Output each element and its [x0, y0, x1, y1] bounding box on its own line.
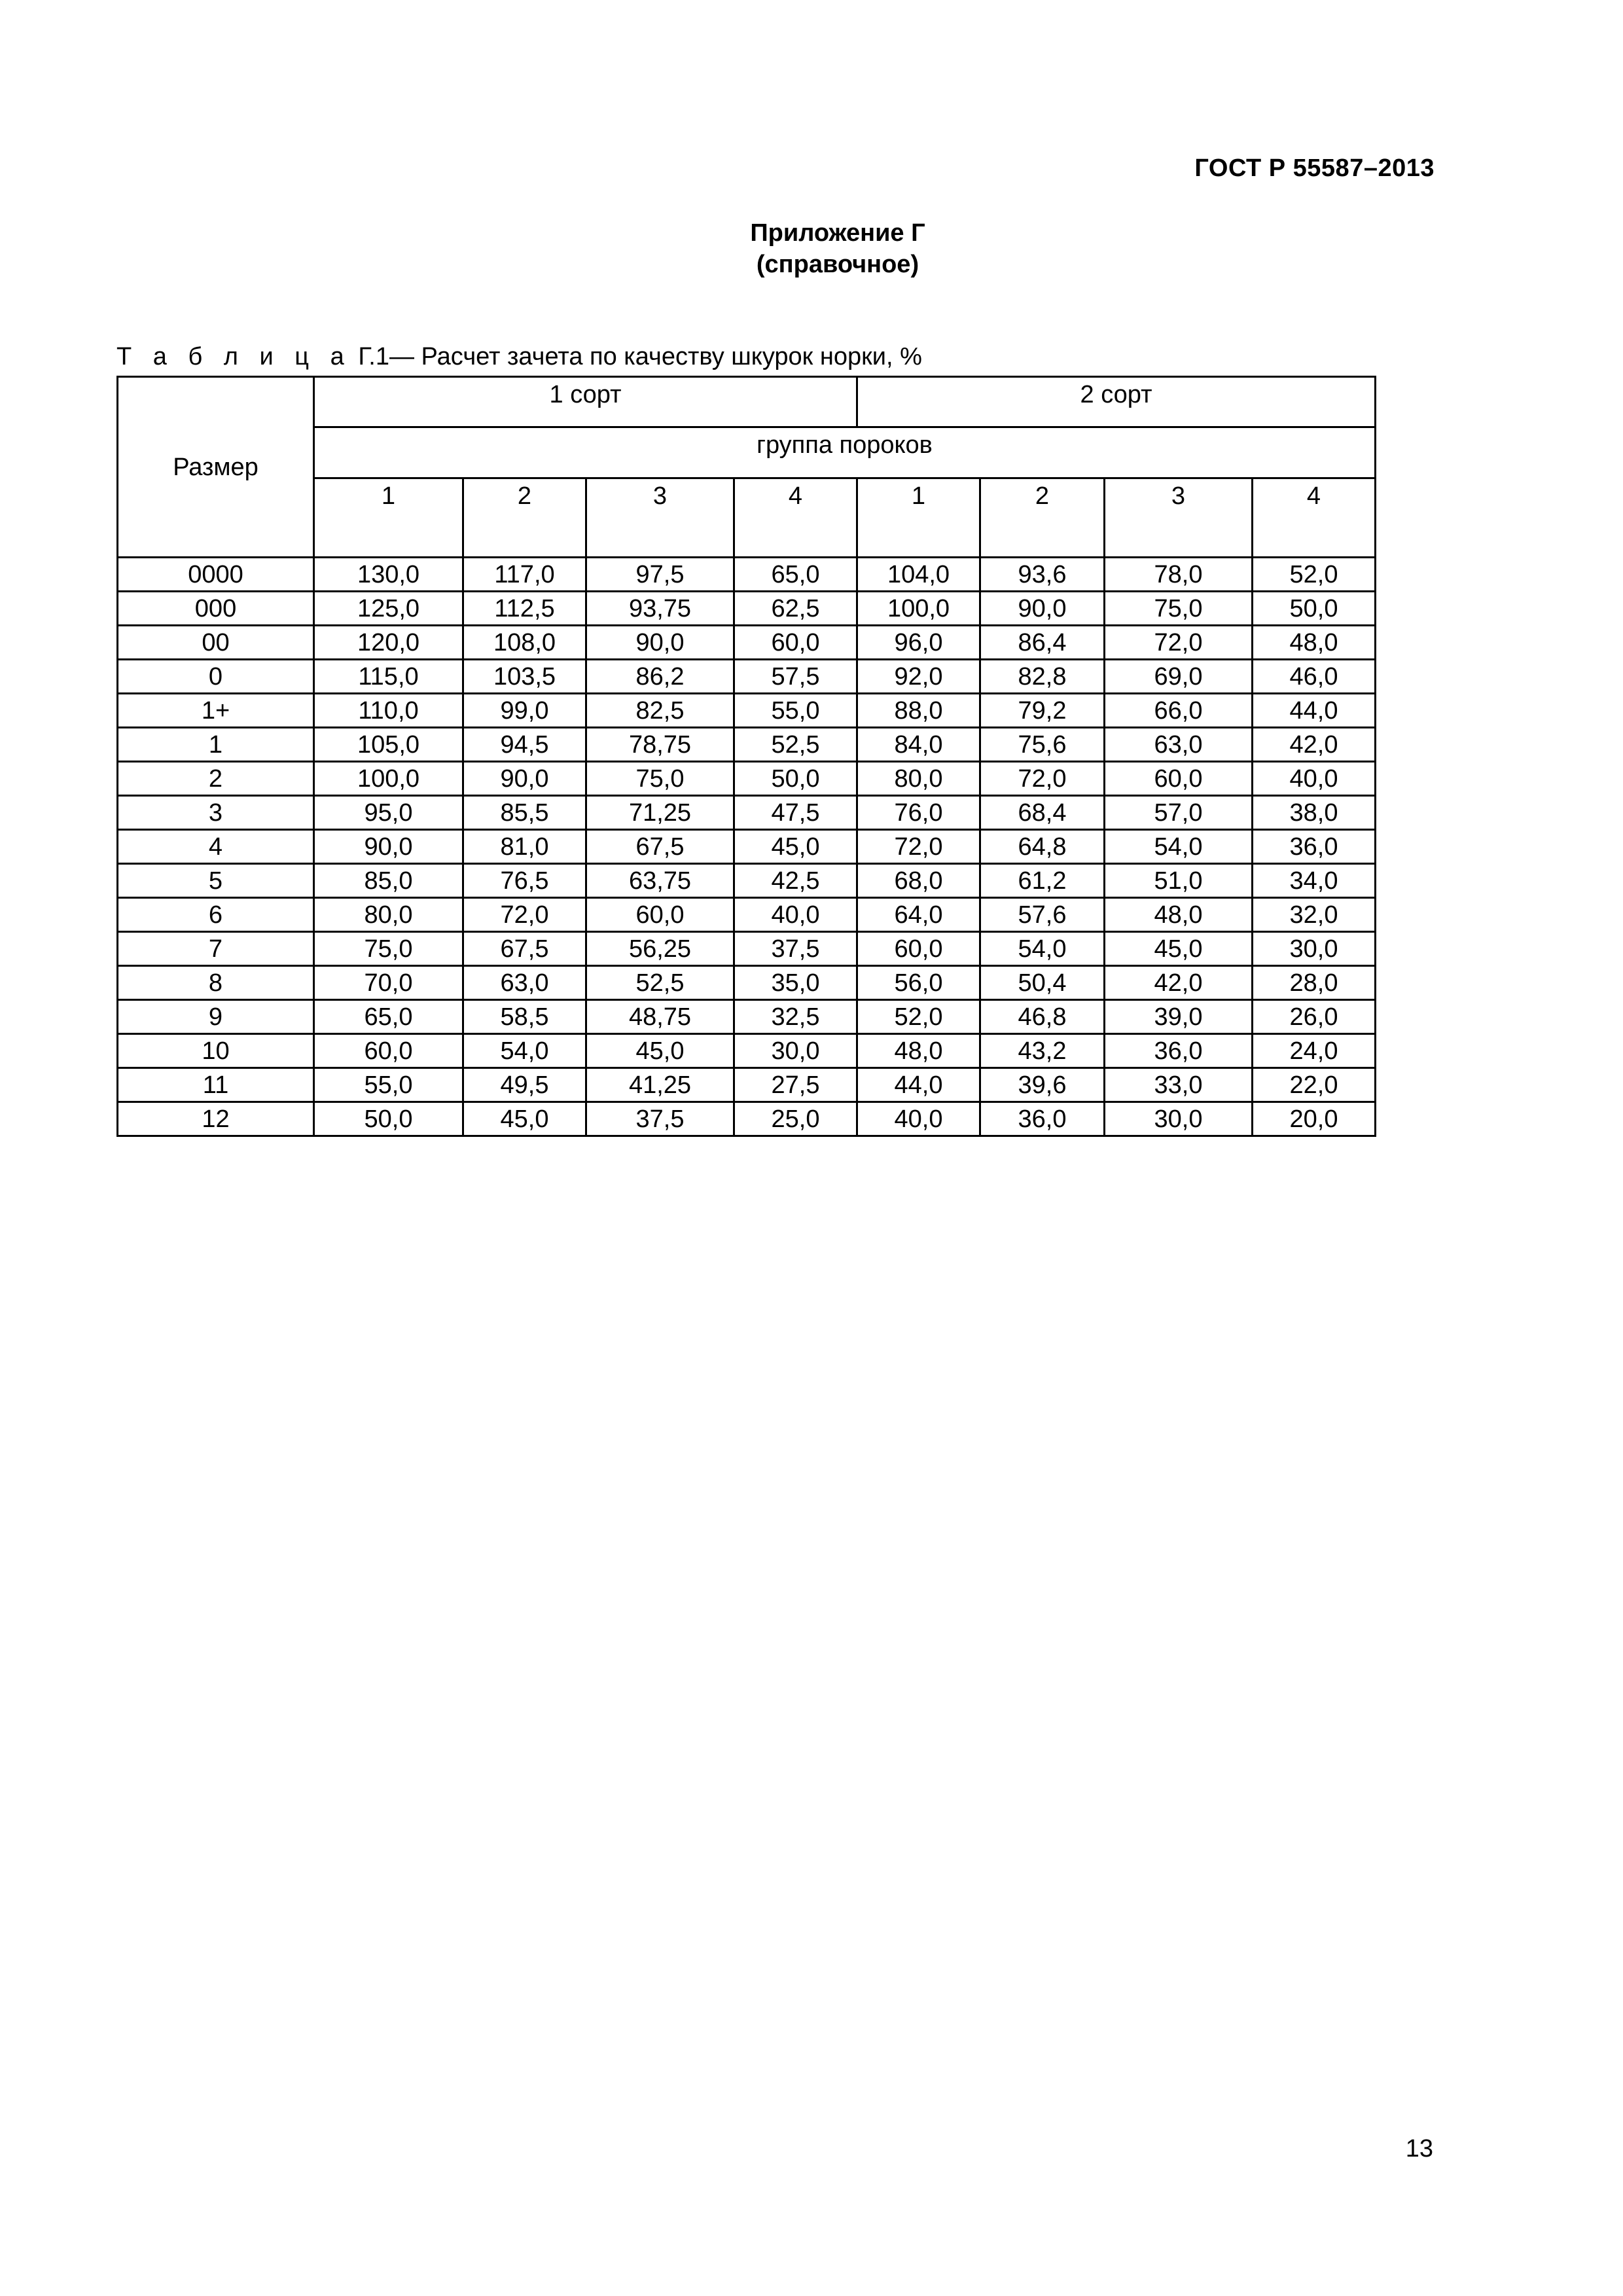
value-cell: 48,0	[1253, 626, 1376, 660]
table-row	[118, 932, 1376, 966]
value-cell: 39,0	[1105, 1000, 1253, 1034]
size-cell: 0000	[118, 558, 314, 592]
value-cell: 108,0	[463, 626, 586, 660]
value-cell: 115,0	[314, 660, 463, 694]
table-row	[118, 558, 1376, 592]
value-cell: 27,5	[734, 1068, 857, 1102]
value-cell: 32,5	[734, 1000, 857, 1034]
value-cell: 100,0	[314, 762, 463, 796]
table-row	[118, 898, 1376, 932]
size-cell: 2	[118, 762, 314, 796]
value-cell: 90,0	[586, 626, 734, 660]
size-column-header: Размер	[118, 377, 314, 558]
table-row	[118, 864, 1376, 898]
value-cell: 80,0	[857, 762, 980, 796]
size-cell: 11	[118, 1068, 314, 1102]
table-caption	[116, 343, 922, 371]
value-cell: 86,4	[980, 626, 1105, 660]
value-cell: 36,0	[1253, 830, 1376, 864]
value-cell: 72,0	[1105, 626, 1253, 660]
size-cell: 12	[118, 1102, 314, 1136]
value-cell: 120,0	[314, 626, 463, 660]
value-cell: 30,0	[1105, 1102, 1253, 1136]
value-cell: 99,0	[463, 694, 586, 728]
table-row	[118, 660, 1376, 694]
value-cell: 20,0	[1253, 1102, 1376, 1136]
value-cell: 72,0	[463, 898, 586, 932]
value-cell: 24,0	[1253, 1034, 1376, 1068]
table-row	[118, 1000, 1376, 1034]
value-cell: 62,5	[734, 592, 857, 626]
value-cell: 32,0	[1253, 898, 1376, 932]
value-cell: 45,0	[463, 1102, 586, 1136]
sort-2-header: 2 сорт	[857, 377, 1376, 427]
table-row	[118, 728, 1376, 762]
table-caption-label: Т а б л и ц а	[116, 343, 351, 370]
value-cell: 50,0	[314, 1102, 463, 1136]
value-cell: 60,0	[857, 932, 980, 966]
size-cell: 00	[118, 626, 314, 660]
value-cell: 70,0	[314, 966, 463, 1000]
value-cell: 33,0	[1105, 1068, 1253, 1102]
value-cell: 75,0	[314, 932, 463, 966]
value-cell: 36,0	[1105, 1034, 1253, 1068]
group-number-header: 2	[463, 478, 586, 558]
value-cell: 105,0	[314, 728, 463, 762]
value-cell: 88,0	[857, 694, 980, 728]
value-cell: 25,0	[734, 1102, 857, 1136]
value-cell: 64,0	[857, 898, 980, 932]
value-cell: 90,0	[314, 830, 463, 864]
value-cell: 81,0	[463, 830, 586, 864]
value-cell: 45,0	[586, 1034, 734, 1068]
appendix-heading	[0, 217, 1623, 280]
table-row	[118, 796, 1376, 830]
value-cell: 52,5	[734, 728, 857, 762]
value-cell: 75,6	[980, 728, 1105, 762]
value-cell: 54,0	[1105, 830, 1253, 864]
size-cell: 5	[118, 864, 314, 898]
value-cell: 54,0	[463, 1034, 586, 1068]
group-number-header: 3	[586, 478, 734, 558]
value-cell: 35,0	[734, 966, 857, 1000]
value-cell: 57,6	[980, 898, 1105, 932]
value-cell: 103,5	[463, 660, 586, 694]
value-cell: 85,5	[463, 796, 586, 830]
value-cell: 56,25	[586, 932, 734, 966]
value-cell: 26,0	[1253, 1000, 1376, 1034]
value-cell: 48,0	[1105, 898, 1253, 932]
value-cell: 50,0	[1253, 592, 1376, 626]
value-cell: 68,0	[857, 864, 980, 898]
value-cell: 43,2	[980, 1034, 1105, 1068]
value-cell: 76,5	[463, 864, 586, 898]
group-number-header: 4	[734, 478, 857, 558]
value-cell: 50,4	[980, 966, 1105, 1000]
size-cell: 3	[118, 796, 314, 830]
value-cell: 69,0	[1105, 660, 1253, 694]
value-cell: 48,0	[857, 1034, 980, 1068]
value-cell: 66,0	[1105, 694, 1253, 728]
table-row	[118, 694, 1376, 728]
size-cell: 7	[118, 932, 314, 966]
value-cell: 49,5	[463, 1068, 586, 1102]
value-cell: 36,0	[980, 1102, 1105, 1136]
group-number-header: 1	[857, 478, 980, 558]
value-cell: 52,0	[1253, 558, 1376, 592]
table-caption-text: Расчет зачета по качеству шкурок норки, %	[421, 343, 922, 370]
page-number: 13	[1405, 2135, 1433, 2162]
value-cell: 63,0	[463, 966, 586, 1000]
value-cell: 39,6	[980, 1068, 1105, 1102]
value-cell: 34,0	[1253, 864, 1376, 898]
value-cell: 54,0	[980, 932, 1105, 966]
size-cell: 4	[118, 830, 314, 864]
value-cell: 46,8	[980, 1000, 1105, 1034]
value-cell: 55,0	[314, 1068, 463, 1102]
table-row	[118, 830, 1376, 864]
value-cell: 57,0	[1105, 796, 1253, 830]
table-caption-number: Г.1—	[358, 343, 414, 370]
value-cell: 60,0	[1105, 762, 1253, 796]
value-cell: 42,0	[1105, 966, 1253, 1000]
group-number-header: 3	[1105, 478, 1253, 558]
value-cell: 60,0	[734, 626, 857, 660]
value-cell: 47,5	[734, 796, 857, 830]
document-code: ГОСТ Р 55587–2013	[1194, 154, 1435, 182]
value-cell: 37,5	[586, 1102, 734, 1136]
value-cell: 110,0	[314, 694, 463, 728]
value-cell: 65,0	[734, 558, 857, 592]
size-cell: 9	[118, 1000, 314, 1034]
group-number-header: 4	[1253, 478, 1376, 558]
value-cell: 112,5	[463, 592, 586, 626]
size-cell: 1	[118, 728, 314, 762]
group-number-header: 1	[314, 478, 463, 558]
value-cell: 90,0	[980, 592, 1105, 626]
value-cell: 52,0	[857, 1000, 980, 1034]
value-cell: 51,0	[1105, 864, 1253, 898]
value-cell: 30,0	[734, 1034, 857, 1068]
value-cell: 125,0	[314, 592, 463, 626]
value-cell: 67,5	[586, 830, 734, 864]
value-cell: 82,8	[980, 660, 1105, 694]
value-cell: 104,0	[857, 558, 980, 592]
value-cell: 78,75	[586, 728, 734, 762]
value-cell: 60,0	[586, 898, 734, 932]
value-cell: 71,25	[586, 796, 734, 830]
appendix-subtitle: (справочное)	[756, 251, 919, 278]
table-row	[118, 592, 1376, 626]
value-cell: 72,0	[980, 762, 1105, 796]
value-cell: 48,75	[586, 1000, 734, 1034]
value-cell: 68,4	[980, 796, 1105, 830]
table-row	[118, 762, 1376, 796]
value-cell: 61,2	[980, 864, 1105, 898]
value-cell: 84,0	[857, 728, 980, 762]
value-cell: 40,0	[1253, 762, 1376, 796]
value-cell: 44,0	[857, 1068, 980, 1102]
value-cell: 76,0	[857, 796, 980, 830]
size-cell: 0	[118, 660, 314, 694]
value-cell: 94,5	[463, 728, 586, 762]
value-cell: 75,0	[1105, 592, 1253, 626]
value-cell: 80,0	[314, 898, 463, 932]
value-cell: 79,2	[980, 694, 1105, 728]
value-cell: 37,5	[734, 932, 857, 966]
value-cell: 117,0	[463, 558, 586, 592]
value-cell: 93,75	[586, 592, 734, 626]
value-cell: 86,2	[586, 660, 734, 694]
value-cell: 30,0	[1253, 932, 1376, 966]
value-cell: 46,0	[1253, 660, 1376, 694]
sort-1-header: 1 сорт	[314, 377, 857, 427]
value-cell: 93,6	[980, 558, 1105, 592]
value-cell: 63,75	[586, 864, 734, 898]
table-row	[118, 1068, 1376, 1102]
value-cell: 58,5	[463, 1000, 586, 1034]
value-cell: 56,0	[857, 966, 980, 1000]
value-cell: 38,0	[1253, 796, 1376, 830]
defect-group-header: группа пороков	[314, 427, 1376, 478]
table-row	[118, 626, 1376, 660]
value-cell: 65,0	[314, 1000, 463, 1034]
value-cell: 45,0	[1105, 932, 1253, 966]
value-cell: 41,25	[586, 1068, 734, 1102]
value-cell: 64,8	[980, 830, 1105, 864]
table-row	[118, 966, 1376, 1000]
value-cell: 92,0	[857, 660, 980, 694]
value-cell: 57,5	[734, 660, 857, 694]
value-cell: 72,0	[857, 830, 980, 864]
value-cell: 22,0	[1253, 1068, 1376, 1102]
value-cell: 28,0	[1253, 966, 1376, 1000]
value-cell: 44,0	[1253, 694, 1376, 728]
value-cell: 67,5	[463, 932, 586, 966]
value-cell: 42,0	[1253, 728, 1376, 762]
size-cell: 10	[118, 1034, 314, 1068]
value-cell: 85,0	[314, 864, 463, 898]
value-cell: 96,0	[857, 626, 980, 660]
value-cell: 42,5	[734, 864, 857, 898]
value-cell: 78,0	[1105, 558, 1253, 592]
value-cell: 52,5	[586, 966, 734, 1000]
value-cell: 55,0	[734, 694, 857, 728]
value-cell: 75,0	[586, 762, 734, 796]
value-cell: 95,0	[314, 796, 463, 830]
value-cell: 90,0	[463, 762, 586, 796]
value-cell: 63,0	[1105, 728, 1253, 762]
group-number-header: 2	[980, 478, 1105, 558]
value-cell: 130,0	[314, 558, 463, 592]
value-cell: 100,0	[857, 592, 980, 626]
table-row	[118, 1102, 1376, 1136]
value-cell: 97,5	[586, 558, 734, 592]
value-cell: 50,0	[734, 762, 857, 796]
value-cell: 40,0	[857, 1102, 980, 1136]
size-cell: 8	[118, 966, 314, 1000]
value-cell: 82,5	[586, 694, 734, 728]
value-cell: 40,0	[734, 898, 857, 932]
size-cell: 6	[118, 898, 314, 932]
size-cell: 000	[118, 592, 314, 626]
table-row	[118, 1034, 1376, 1068]
mink-quality-table	[116, 376, 1376, 1137]
value-cell: 45,0	[734, 830, 857, 864]
value-cell: 60,0	[314, 1034, 463, 1068]
appendix-title: Приложение Г	[750, 219, 925, 247]
size-cell: 1+	[118, 694, 314, 728]
